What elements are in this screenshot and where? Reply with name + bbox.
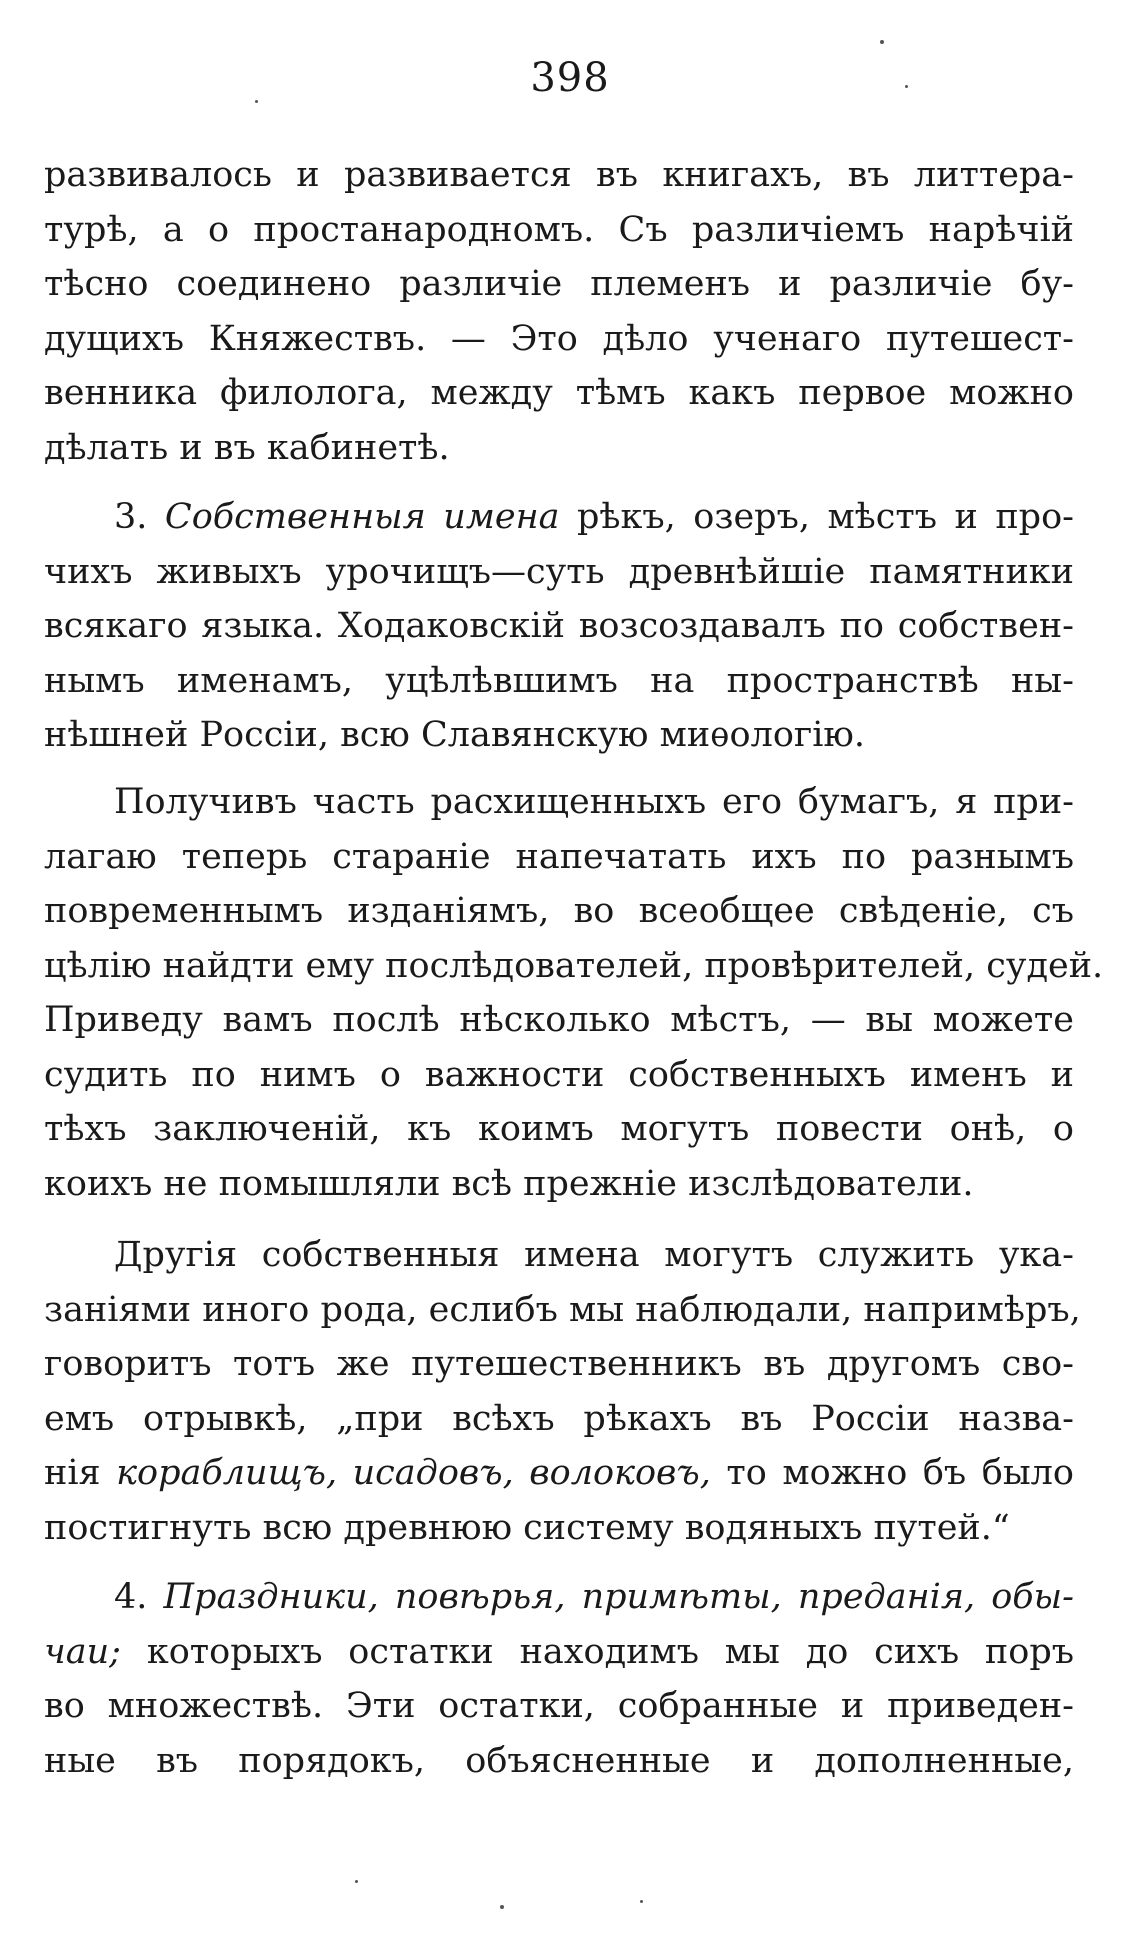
scan-speck [355, 1880, 358, 1883]
text-line: говоритъ тотъ же путешественникъ въ другомъ сво- [44, 1344, 1074, 1384]
text-line [44, 1446, 1074, 1501]
text-line: нымъ именамъ, уцѣлѣвшимъ на пространствѣ ны- [44, 660, 1074, 701]
text-line: тѣсно соединено различiе племенъ и различiе бу- [44, 264, 1074, 304]
item-number: 4. [114, 1577, 148, 1617]
page-number: 398 [530, 55, 610, 101]
text-line: постигнуть всю древнюю систему водяныхъ путей.“ [44, 1507, 1010, 1548]
scan-speck [905, 85, 908, 88]
item-number: 3. [114, 497, 148, 537]
text-line: емъ отрывкѣ, „при всѣхъ рѣкахъ въ Россiи назва- [44, 1398, 1074, 1439]
emphasis: кораблищъ, исадовъ, волоковъ, [116, 1453, 711, 1493]
text-run: которыхъ остатки находимъ мы до сихъ поръ [120, 1631, 1074, 1672]
paragraph [44, 490, 1074, 763]
scan-speck [880, 40, 884, 44]
text-run: рѣкъ, озеръ, мѣстъ и про- [559, 497, 1074, 537]
text-line: дѣлать и въ кабинетѣ. [44, 427, 450, 468]
text-line: турѣ, а о простанародномъ. Съ различiемъ нарѣчiй [44, 209, 1074, 250]
text-line: дущихъ Княжествъ. — Это дѣло ученаго путешест- [44, 318, 1074, 359]
scan-speck [255, 100, 258, 103]
emphasis: Собственныя имена [164, 497, 560, 537]
text-line: во множествѣ. Эти остатки, собранные и приведен- [44, 1686, 1074, 1726]
text-line: ные въ порядокъ, объясненные и дополненные, [44, 1740, 1074, 1781]
text-line [44, 1625, 1074, 1680]
text-line: цѣлiю найдти ему послѣдователей, провѣрителей, судей. [44, 945, 1104, 986]
paragraph [44, 148, 1074, 475]
text-line: занiями иного рода, еслибъ мы наблюдали, напримѣръ, [44, 1289, 1081, 1330]
text-line: лагаю теперь старанiе напечатать ихъ по разнымъ [44, 836, 1074, 877]
text-line [44, 490, 1074, 545]
text-line: чихъ живыхъ урочищъ—суть древнѣйшiе памятники [44, 551, 1074, 592]
paragraph [44, 1228, 1081, 1555]
scan-speck [640, 1900, 643, 1903]
text-line: всякаго языка. Ходаковскiй возсоздавалъ по собствен- [44, 606, 1074, 646]
text-line: повременнымъ изданiямъ, во всеобщее свѣденiе, съ [44, 891, 1074, 931]
text-run: то можно бъ было [710, 1453, 1074, 1493]
scan-speck [500, 1905, 504, 1909]
text-run: нiя [44, 1453, 117, 1493]
text-line: Другiя собственныя имена могутъ служить ука- [114, 1235, 1074, 1275]
emphasis: чаи; [44, 1631, 121, 1672]
text-line: коихъ не помышляли всѣ прежнiе изслѣдователи. [44, 1163, 974, 1204]
text-line [44, 1570, 1074, 1625]
text-line: тѣхъ заключенiй, къ коимъ могутъ повести онѣ, о [44, 1109, 1074, 1149]
paragraph [44, 1570, 1074, 1788]
text-line: венника филолога, между тѣмъ какъ первое можно [44, 373, 1074, 413]
paragraph [44, 775, 1104, 1211]
text-line: Приведу вамъ послѣ нѣсколько мѣстъ, — вы можете [44, 1000, 1074, 1040]
emphasis: Праздники, повѣрья, примѣты, преданiя, обы- [163, 1577, 1074, 1617]
text-line: нѣшней Россiи, всю Славянскую миѳологiю. [44, 715, 866, 755]
text-line: Получивъ часть расхищенныхъ его бумагъ, я при- [114, 782, 1074, 822]
text-line: судить по нимъ о важности собственныхъ именъ и [44, 1054, 1074, 1095]
text-line: развивалось и развивается въ книгахъ, въ литтера- [44, 155, 1074, 195]
